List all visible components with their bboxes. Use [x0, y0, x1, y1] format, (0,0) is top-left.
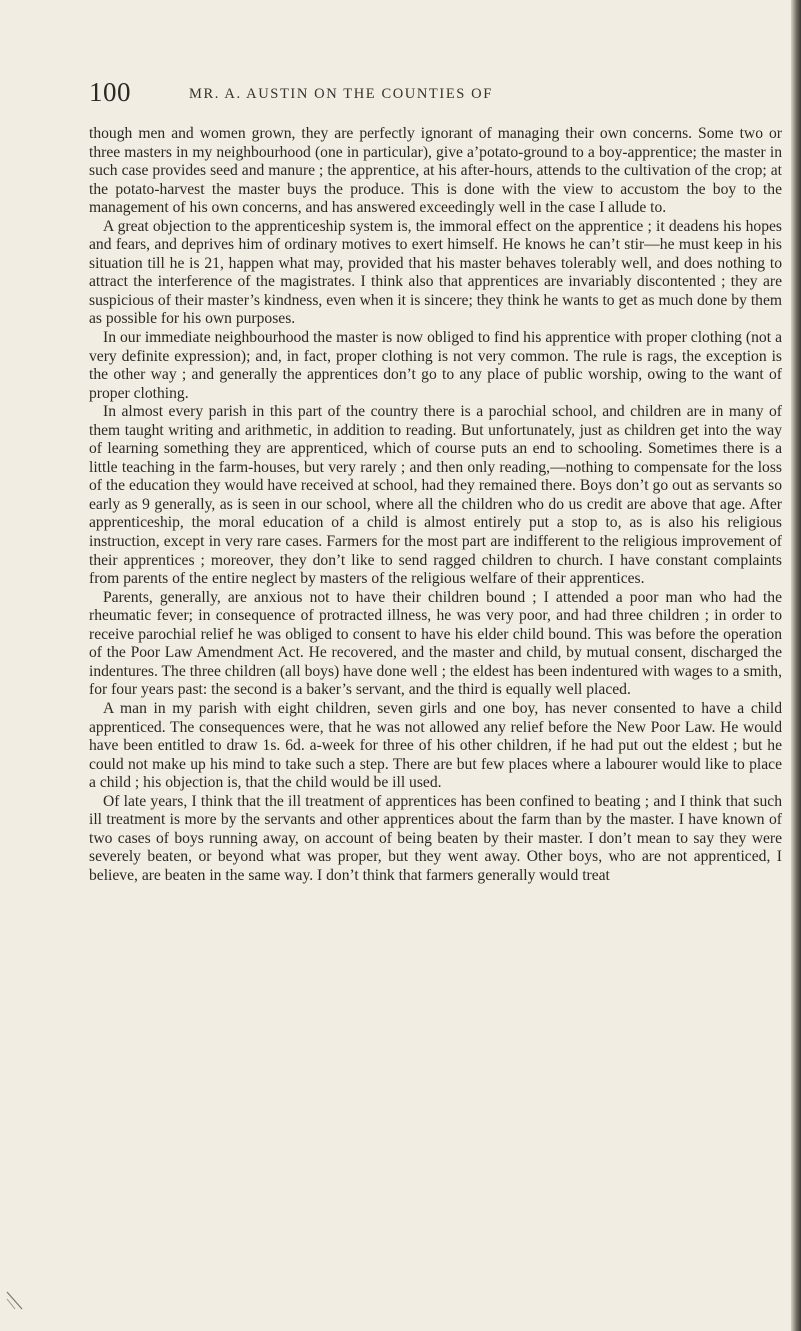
paragraph-3: In our immediate neighbourhood the master is now obliged to find his apprentice with proper clothing (not a very definite expression); and, in fact, proper clothing is not very common. The rule is rags, the exception is the other way ; and generally the apprentices don’t go to any place of public worship, owing to the want of proper clothing.	[89, 329, 782, 402]
running-head: MR. A. AUSTIN ON THE COUNTIES OF	[189, 86, 493, 102]
page-edge-shadow	[791, 0, 801, 1331]
paragraph-4: In almost every parish in this part of the country there is a parochial school, and children are in many of them taught writing and arithmetic, in addition to reading. But unfortunately, just as children get into the way of learning something they are apprenticed, which of course puts an end to schooling. Sometimes there is a little teaching in the farm-houses, but very rarely ; and then only reading,—nothing to compensate for the loss of the education they would have received at school, had they remained there. Boys don’t go out as servants so early as 9 generally, as is seen in our school, where all the children who do us credit are above that age. After apprenticeship, the moral education of a child is almost entirely put a stop to, as is also his religious instruction, except in very rare cases. Farmers for the most part are indifferent to the religious improvement of their apprentices ; moreover, they don’t like to send ragged children to church. I have constant complaints from parents of the entire neglect by masters of the religious welfare of their apprentices.	[89, 403, 782, 588]
paragraph-2: A great objection to the apprenticeship system is, the immoral effect on the apprentice ; it deadens his hopes and fears, and deprives him of ordinary motives to exert himself. He knows he can’t stir—he must keep in his situation till he is 21, happen what may, provided that his master behaves tolerably well, and does nothing to attract the interference of the magistrates. I think also that apprentices are invariably discontented ; they are suspicious of their master’s kindness, even when it is sincere; they think he wants to get as much done by them as possible for his own purposes.	[89, 217, 782, 328]
paragraph-7: Of late years, I think that the ill treatment of apprentices has been confined to beating ; and I think that such ill treatment is more by the servants and other apprentices about the farm than by the master. I have known of two cases of boys running away, on account of being beaten by their master. I don’t mean to say they were severely beaten, or beyond what was proper, but they went away. Other boys, who are not apprenticed, I believe, are beaten in the same way. I don’t think that farmers generally would treat	[89, 792, 782, 884]
corner-tick-mark	[5, 1290, 25, 1312]
page-number: 100	[89, 77, 131, 107]
paragraph-5: Parents, generally, are anxious not to have their children bound ; I attended a poor man who had the rheumatic fever; in consequence of protracted illness, he was very poor, and had three children ; in order to receive parochial relief he was obliged to consent to have his elder child bound. This was before the operation of the Poor Law Amendment Act. He recovered, and the master and child, by mutual consent, discharged the indentures. The three children (all boys) have done well ; the eldest has been indentured with wages to a smith, for four years past: the second is a baker’s servant, and the third is equally well placed.	[89, 588, 782, 699]
paragraph-6: A man in my parish with eight children, seven girls and one boy, has never consented to have a child apprenticed. The consequences were, that he was not allowed any relief before the New Poor Law. He would have been entitled to draw 1s. 6d. a-week for three of his other children, if he had put out the eldest ; but he could not make up his mind to take such a step. There are but few places where a labourer would like to place a child ; his objection is, that the child would be ill used.	[89, 699, 782, 792]
page-header	[89, 77, 729, 107]
body-text	[89, 125, 782, 885]
paragraph-1: though men and women grown, they are perfectly ignorant of managing their own concerns. Some two or three masters in my neighbourhood (one in particular), give a’potato-ground to a boy-apprentice; the master in such case provides seed and manure ; the apprentice, at his after-hours, attends to the cultivation of the crop; at the potato-harvest the master buys the produce. This is done with the view to accustom the boy to the management of his own concerns, and has answered exceedingly well in the case I allude to.	[89, 125, 782, 217]
